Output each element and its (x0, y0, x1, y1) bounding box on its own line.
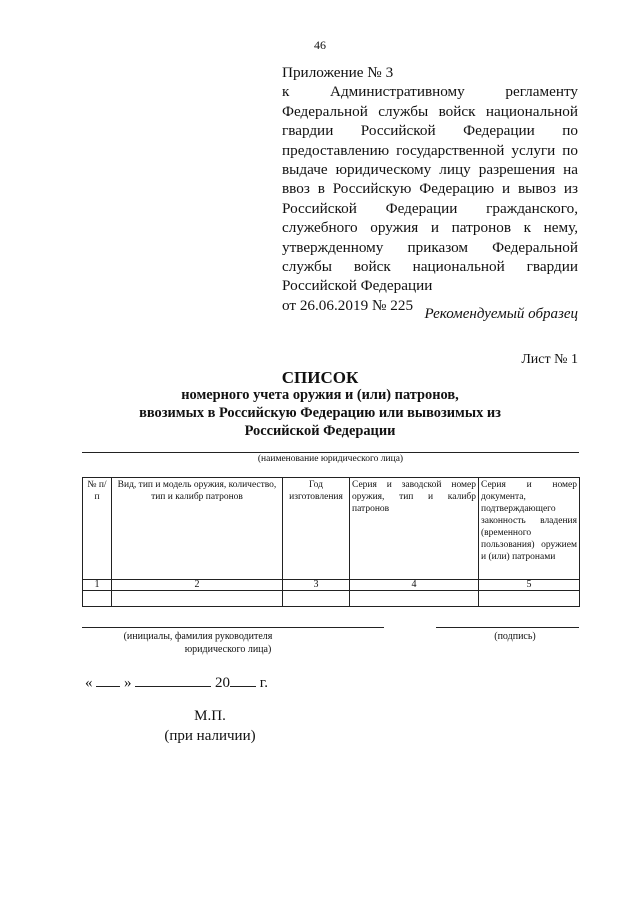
appendix-line: предоставлению государственной услуги по (282, 141, 578, 159)
appendix-line: Российской Федерации (282, 277, 433, 295)
appendix-line: гвардии Российской Федерации по (282, 122, 578, 140)
document-title: СПИСОК (281, 368, 359, 387)
signature-line (436, 627, 579, 628)
document-subtitle (110, 386, 530, 440)
table-cell[interactable] (350, 591, 479, 607)
seal-note: (при наличии) (164, 728, 256, 744)
column-number: 5 (479, 580, 580, 591)
appendix-line: Федеральной службы войск национальной (282, 102, 578, 120)
manager-name-line (82, 627, 384, 628)
org-name-caption: (наименование юридического лица) (257, 454, 404, 464)
date-field (85, 672, 268, 692)
table-row (83, 591, 580, 607)
header-serial: Серия и заводской номер оружия, тип и калибр патронов (350, 478, 479, 580)
table-cell[interactable] (283, 591, 350, 607)
open-quote: « (85, 675, 93, 691)
signature-caption: (подпись) (494, 631, 536, 642)
seal-label: М.П. (194, 708, 226, 724)
column-number: 3 (283, 580, 350, 591)
page-number: 46 (314, 38, 326, 52)
year-century: 20 (215, 675, 230, 691)
appendix-line: Российской Федерации гражданского, (282, 199, 578, 217)
header-weapon-type: Вид, тип и модель оружия, количество, тип и калибр патронов (112, 478, 283, 580)
seal-placeholder (140, 706, 280, 746)
caption-line: (инициалы, фамилия руководителя (123, 631, 273, 642)
manager-name-caption (88, 630, 308, 656)
subtitle-line: ввозимых в Российскую Федерацию или вывозимых из (139, 405, 501, 421)
column-number: 4 (350, 580, 479, 591)
table-cell[interactable] (112, 591, 283, 607)
year-suffix: г. (259, 675, 268, 691)
weapons-table (82, 477, 580, 607)
close-quote: » (124, 675, 132, 691)
column-number: 1 (83, 580, 112, 591)
appendix-line: утвержденному приказом Федеральной (282, 238, 578, 256)
header-year: Год изготовления (283, 478, 350, 580)
subtitle-line: номерного учета оружия и (или) патронов, (181, 387, 459, 403)
appendix-date: от 26.06.2019 № 225 (282, 296, 414, 314)
appendix-line: выдаче юридическому лицу разрешения на (282, 161, 578, 179)
table-cell[interactable] (83, 591, 112, 607)
caption-line: юридического лица) (184, 644, 272, 655)
table-header-row (83, 478, 580, 580)
column-number: 2 (112, 580, 283, 591)
year-blank[interactable] (230, 672, 256, 687)
month-blank[interactable] (135, 672, 211, 687)
org-name-line (82, 452, 579, 453)
header-number: № п/п (83, 478, 112, 580)
subtitle-line: Российской Федерации (244, 423, 396, 439)
appendix-line: ввоз в Российскую Федерацию и вывоз из (282, 180, 578, 198)
sheet-number: Лист № 1 (521, 352, 578, 367)
appendix-title: Приложение № 3 (282, 64, 394, 81)
header-document: Серия и номер документа, подтверждающего законность владения (временного пользования) оружием и (или) патронами (479, 478, 580, 580)
appendix-line: службы войск национальной гвардии (282, 258, 578, 276)
recommended-sample-label: Рекомендуемый образец (424, 306, 578, 322)
table-number-row (83, 580, 580, 591)
appendix-line: служебного оружия и патронов к нему, (282, 219, 578, 237)
table-cell[interactable] (479, 591, 580, 607)
day-blank[interactable] (96, 672, 120, 687)
appendix-block (282, 63, 578, 315)
appendix-line: к Административному регламенту (282, 83, 578, 101)
